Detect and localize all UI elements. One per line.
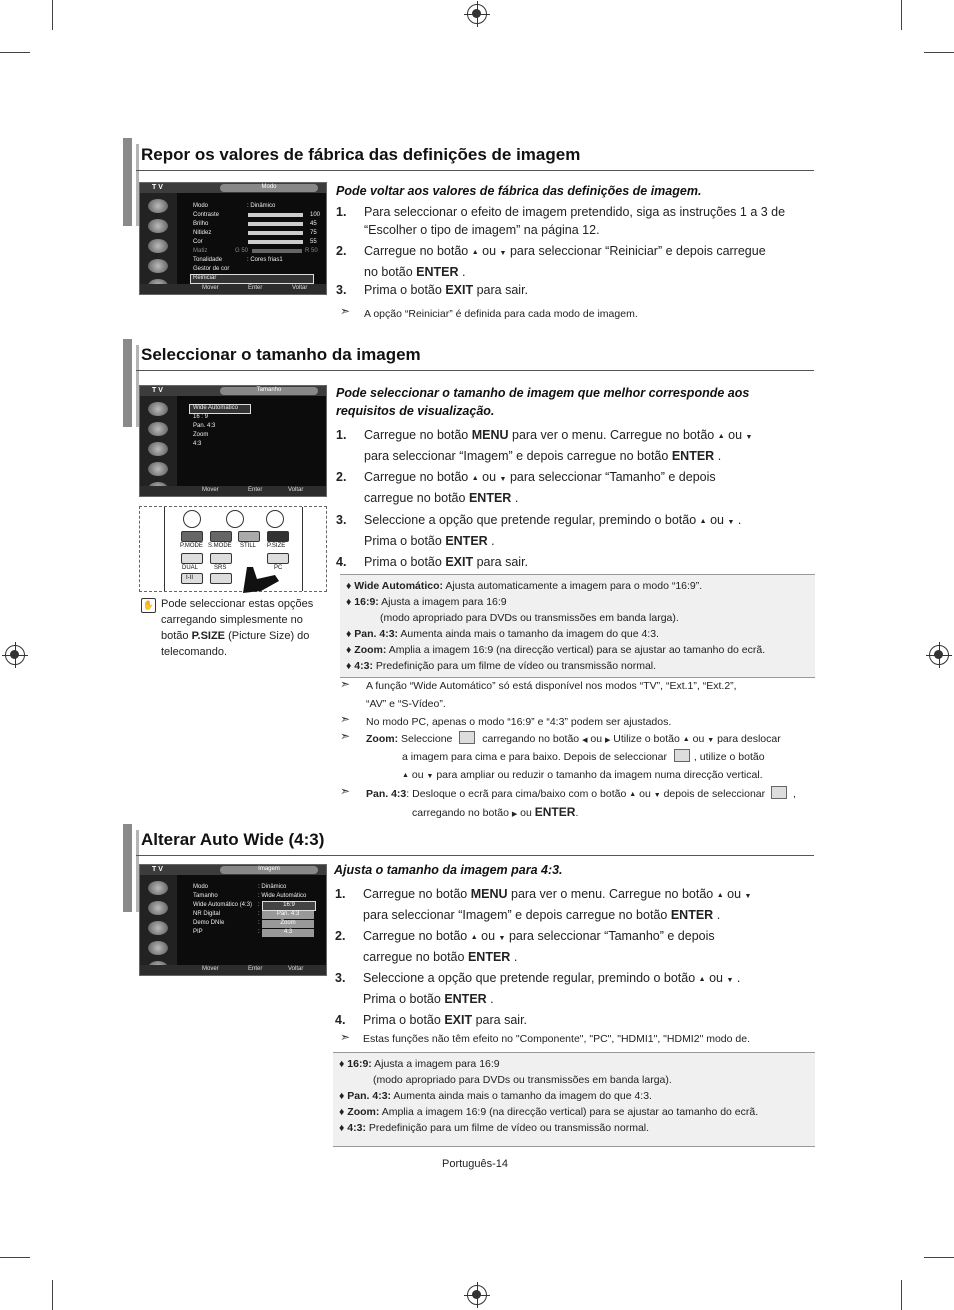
remote-tip-text: Pode seleccionar estas opções carregando simplesmente no botão P.SIZE (Picture Size) do telecomando. bbox=[161, 598, 314, 658]
section-rule bbox=[136, 370, 814, 371]
up-arrow-icon bbox=[472, 244, 479, 258]
size-info-box: ♦ Wide Automático: Ajusta automaticamente a imagem para o modo “16:9”. ♦ 16:9: Ajusta a imagem para 16:9 (modo apropriado para DVDs ou transmissões em banda larga). ♦ Pan. 4:3: Aumenta ainda mais o tamanho da imagem do que 4:3. ♦ Zoom: Amplia a imagem 16:9 (na direcção vertical) para se ajustar ao tamanho do ecrã. ♦ 4:3: Predefinição para um filme de vídeo ou transmissão normal. bbox=[340, 574, 815, 678]
remote-round-button-icon bbox=[226, 510, 244, 528]
step-2: 2. Carregue no botão ▲ ou ▼ para seleccionar “Tamanho” e depois carregue no botão ENTER . bbox=[336, 468, 816, 508]
osd-row-selected: Reiniciar bbox=[193, 275, 217, 281]
step-number: 3. bbox=[336, 283, 347, 297]
crop-mark bbox=[924, 1257, 954, 1258]
section-title-autowide: Alterar Auto Wide (4:3) bbox=[141, 830, 325, 849]
note-zoom: Zoom: Seleccione carregando no botão ◀ ou ▶ Utilize o botão ▲ ou ▼ para deslocar bbox=[366, 730, 781, 750]
osd-autowide-menu bbox=[139, 864, 327, 976]
step-text: Para seleccionar o efeito de imagem pretendido, siga as instruções 1 a 3 de bbox=[364, 205, 786, 219]
step-3: 3. Seleccione a opção que pretende regular, premindo o botão ▲ ou ▼ . Prima o botão ENTER . bbox=[336, 511, 816, 551]
left-arrow-icon: ◀ bbox=[582, 737, 588, 744]
up-arrow-icon bbox=[717, 887, 724, 901]
osd-value: 45 bbox=[310, 221, 317, 227]
remote-round-button-icon bbox=[183, 510, 201, 528]
note-arrow-icon: ➣ bbox=[340, 712, 351, 726]
up-arrow-icon bbox=[718, 428, 725, 442]
right-arrow-icon: ▶ bbox=[604, 737, 611, 744]
bullet-icon: ♦ bbox=[339, 1090, 345, 1102]
osd-menu-title: Imagem bbox=[220, 866, 318, 874]
remote-button bbox=[181, 531, 203, 542]
osd-row: PIP bbox=[193, 929, 203, 935]
osd-row: Demo DNIe bbox=[193, 920, 225, 926]
lead-text: Pode seleccionar o tamanho de imagem que melhor corresponde aos requisitos de visualização. bbox=[336, 386, 750, 418]
section-rule bbox=[136, 170, 814, 171]
osd-nav-enter: Enter bbox=[248, 966, 263, 972]
osd-row: Modo bbox=[193, 203, 209, 209]
osd-menu-title: Tamanho bbox=[220, 387, 318, 395]
step-1: 1. Carregue no botão MENU para ver o menu. Carregue no botão ▲ ou ▼ para seleccionar “Imagem” e depois carregue no botão ENTER . bbox=[336, 426, 816, 466]
remote-button bbox=[210, 553, 232, 564]
remote-button bbox=[210, 531, 232, 542]
osd-nav-back: Voltar bbox=[292, 285, 308, 291]
step-number: 1. bbox=[335, 887, 346, 901]
section-bar bbox=[123, 339, 132, 427]
up-arrow-icon bbox=[699, 971, 706, 985]
bullet-icon: ♦ bbox=[346, 628, 352, 640]
bullet-icon: ♦ bbox=[339, 1106, 345, 1118]
osd-nav-move: Mover bbox=[202, 966, 219, 972]
step-4: 4. Prima o botão EXIT para sair. bbox=[336, 555, 529, 569]
osd-value: 75 bbox=[310, 230, 317, 236]
osd-row: Cor bbox=[193, 239, 203, 245]
bullet-icon: ♦ bbox=[339, 1058, 345, 1070]
remote-button bbox=[210, 573, 232, 584]
step-number: 1. bbox=[336, 428, 347, 442]
osd-value: : bbox=[258, 920, 260, 926]
osd-tv-label: T V bbox=[152, 387, 163, 394]
remote-label: DUAL bbox=[182, 565, 199, 571]
bullet-icon: ♦ bbox=[339, 1122, 345, 1134]
screen-position-icon bbox=[771, 786, 787, 799]
bullet-icon: ♦ bbox=[346, 644, 352, 656]
section-bar bbox=[123, 824, 132, 912]
screen-size-icon bbox=[674, 749, 690, 762]
osd-value: G 50 bbox=[235, 248, 249, 254]
osd-row: Contraste bbox=[193, 212, 220, 218]
section-rule bbox=[136, 855, 814, 856]
screen-position-icon bbox=[459, 731, 475, 744]
osd-option-selected: 16:9 bbox=[262, 901, 316, 911]
lead-text: Ajusta o tamanho da imagem para 4:3. bbox=[334, 863, 563, 877]
remote-label: S.MODE bbox=[208, 543, 232, 549]
down-arrow-icon: ▼ bbox=[653, 792, 661, 799]
osd-value: : Dinâmico bbox=[247, 203, 276, 209]
remote-label: STILL bbox=[240, 543, 257, 549]
step-number: 2. bbox=[336, 470, 347, 484]
osd-row: Tamanho bbox=[193, 893, 218, 899]
remote-button bbox=[181, 553, 203, 564]
down-arrow-icon: ▼ bbox=[744, 893, 752, 900]
down-arrow-icon: ▼ bbox=[707, 737, 715, 744]
osd-tv-label: T V bbox=[152, 866, 163, 873]
up-arrow-icon bbox=[402, 769, 409, 781]
osd-option: 4:3 bbox=[262, 929, 314, 937]
hand-pointer-icon bbox=[235, 547, 285, 593]
up-arrow-icon bbox=[629, 788, 636, 800]
remote-label: I-II bbox=[186, 575, 193, 581]
note-text: Estas funções não têm efeito no "Componente", "PC", "HDMI1", "HDMI2" modo de. bbox=[363, 1033, 750, 1045]
step-number: 3. bbox=[335, 971, 346, 985]
note-zoom-cont: a imagem para cima e para baixo. Depois de seleccionar , utilize o botão bbox=[402, 751, 765, 763]
section-title-size: Seleccionar o tamanho da imagem bbox=[141, 345, 421, 364]
note-pan: Pan. 4:3: Desloque o ecrã para cima/baixo com o botão ▲ ou ▼ depois de seleccionar , bbox=[366, 785, 796, 805]
osd-nav-back: Voltar bbox=[288, 487, 304, 493]
right-arrow-icon: ▶ bbox=[511, 811, 518, 818]
step-number: 4. bbox=[336, 555, 347, 569]
bullet-icon: ♦ bbox=[346, 596, 352, 608]
note-text: No modo PC, apenas o modo “16:9” e “4:3” podem ser ajustados. bbox=[366, 716, 672, 728]
registration-mark-icon bbox=[467, 1285, 487, 1305]
step-number: 1. bbox=[336, 205, 347, 219]
step-4: 4. Prima o botão EXIT para sair. bbox=[335, 1013, 528, 1027]
bullet-icon: ♦ bbox=[346, 580, 352, 592]
osd-nav-enter: Enter bbox=[248, 285, 263, 291]
registration-mark-icon bbox=[467, 4, 487, 24]
osd-option: Pan. 4:3 bbox=[262, 911, 314, 919]
osd-value: : Cores frias1 bbox=[247, 257, 283, 263]
osd-value: : bbox=[258, 911, 260, 917]
down-arrow-icon: ▼ bbox=[498, 935, 506, 942]
step-3: 3. Prima o botão EXIT para sair. bbox=[336, 283, 529, 297]
osd-row: Pan. 4:3 bbox=[193, 423, 216, 429]
osd-row: NR Digital bbox=[193, 911, 221, 917]
step-1 bbox=[336, 203, 816, 243]
osd-value: : Dinâmico bbox=[258, 884, 287, 890]
up-arrow-icon bbox=[700, 513, 707, 527]
step-number: 2. bbox=[335, 929, 346, 943]
note-arrow-icon: ➣ bbox=[340, 729, 351, 743]
registration-mark-icon bbox=[5, 645, 25, 665]
crop-mark bbox=[52, 0, 53, 30]
osd-row-selected: Wide Automático bbox=[193, 405, 239, 411]
section-title-reset: Repor os valores de fábrica das definições de imagem bbox=[141, 145, 581, 164]
note-text: “AV” e “S-Vídeo”. bbox=[366, 698, 446, 710]
crop-mark bbox=[0, 52, 30, 53]
up-arrow-icon bbox=[471, 929, 478, 943]
crop-mark bbox=[901, 0, 902, 30]
up-arrow-icon bbox=[683, 733, 690, 745]
osd-value: : bbox=[258, 902, 260, 908]
remote-round-button-icon bbox=[266, 510, 284, 528]
down-arrow-icon: ▼ bbox=[499, 250, 507, 257]
osd-value: R 50 bbox=[305, 248, 318, 254]
bullet-icon: ♦ bbox=[346, 660, 352, 672]
note-arrow-icon: ➣ bbox=[340, 677, 351, 691]
step-number: 4. bbox=[335, 1013, 346, 1027]
step-1: 1. Carregue no botão MENU para ver o menu. Carregue no botão ▲ ou ▼ para seleccionar “Imagem” e depois carregue no botão ENTER . bbox=[335, 885, 815, 925]
osd-row: Tonalidade bbox=[193, 257, 223, 263]
note-arrow-icon: ➣ bbox=[340, 1030, 351, 1044]
osd-row-selected: Wide Automático (4:3) bbox=[193, 902, 253, 908]
crop-mark bbox=[0, 1257, 30, 1258]
osd-picture-menu bbox=[139, 182, 327, 295]
page-footer: Português-14 bbox=[442, 1158, 509, 1170]
down-arrow-icon: ▼ bbox=[745, 434, 753, 441]
osd-tv-label: T V bbox=[152, 184, 163, 191]
step-text: “Escolher o tipo de imagem” na página 12. bbox=[364, 223, 600, 237]
step-number: 3. bbox=[336, 513, 347, 527]
registration-mark-icon bbox=[929, 645, 949, 665]
down-arrow-icon: ▼ bbox=[726, 977, 734, 984]
osd-value: 100 bbox=[310, 212, 321, 218]
down-arrow-icon: ▼ bbox=[499, 476, 507, 483]
osd-nav-enter: Enter bbox=[248, 487, 263, 493]
step-2: 2. Carregue no botão ▲ ou ▼ para seleccionar “Reiniciar” e depois carregue no botão ENTER . bbox=[336, 242, 816, 282]
remote-label: P.SIZE bbox=[267, 543, 286, 549]
step-3: 3. Seleccione a opção que pretende regular, premindo o botão ▲ ou ▼ . Prima o botão ENTER . bbox=[335, 969, 815, 1009]
remote-control-illustration bbox=[139, 506, 327, 592]
osd-row: Nitidez bbox=[193, 230, 212, 236]
remote-psize-button bbox=[267, 531, 289, 542]
down-arrow-icon: ▼ bbox=[426, 773, 434, 780]
remote-label: PC bbox=[274, 565, 283, 571]
osd-value: 55 bbox=[310, 239, 317, 245]
hand-tip-icon: ✋ bbox=[141, 598, 156, 613]
osd-nav-back: Voltar bbox=[288, 966, 304, 972]
osd-row: 16 : 9 bbox=[193, 414, 209, 420]
note-pan-cont: carregando no botão ▶ ou ENTER. bbox=[412, 805, 579, 819]
osd-nav-move: Mover bbox=[202, 487, 219, 493]
remote-button bbox=[238, 531, 260, 542]
osd-row: 4:3 bbox=[193, 441, 202, 447]
osd-size-menu bbox=[139, 385, 327, 497]
crop-mark bbox=[52, 1280, 53, 1310]
note-zoom-cont: ▲ ou ▼ para ampliar ou reduzir o tamanho da imagem numa direcção vertical. bbox=[402, 766, 763, 786]
note-text: A função “Wide Automático” só está disponível nos modos “TV”, “Ext.1”, “Ext.2”, bbox=[366, 680, 737, 692]
osd-nav-move: Mover bbox=[202, 285, 219, 291]
crop-mark bbox=[924, 52, 954, 53]
osd-row: Zoom bbox=[193, 432, 209, 438]
osd-value: : Wide Automático bbox=[258, 893, 307, 899]
down-arrow-icon: ▼ bbox=[727, 519, 735, 526]
lead-text: Pode voltar aos valores de fábrica das definições de imagem. bbox=[336, 184, 702, 198]
osd-row: Gestor de cor bbox=[193, 266, 230, 272]
osd-row: Modo bbox=[193, 884, 209, 890]
note-arrow-icon: ➣ bbox=[340, 784, 351, 798]
step-number: 2. bbox=[336, 244, 347, 258]
up-arrow-icon bbox=[472, 470, 479, 484]
osd-option: Zoom bbox=[262, 920, 314, 928]
osd-row: Matiz bbox=[193, 248, 208, 254]
crop-mark bbox=[901, 1280, 902, 1310]
section-bar bbox=[123, 138, 132, 226]
osd-row: Brilho bbox=[193, 221, 209, 227]
step-2: 2. Carregue no botão ▲ ou ▼ para seleccionar “Tamanho” e depois carregue no botão ENTER . bbox=[335, 927, 815, 967]
autowide-info-box: ♦ 16:9: Ajusta a imagem para 16:9 (modo apropriado para DVDs ou transmissões em banda larga). ♦ Pan. 4:3: Aumenta ainda mais o tamanho da imagem do que 4:3. ♦ Zoom: Amplia a imagem 16:9 (na direcção vertical) para se ajustar ao tamanho do ecrã. ♦ 4:3: Predefinição para um filme de vídeo ou transmissão normal. bbox=[333, 1052, 815, 1147]
note-text: A opção “Reiniciar” é definida para cada modo de imagem. bbox=[364, 308, 638, 320]
remote-label: SRS bbox=[214, 565, 227, 571]
osd-value: : bbox=[258, 929, 260, 935]
remote-label: P.MODE bbox=[180, 543, 203, 549]
note-arrow-icon: ➣ bbox=[340, 304, 351, 318]
osd-menu-title: Modo bbox=[220, 184, 318, 192]
